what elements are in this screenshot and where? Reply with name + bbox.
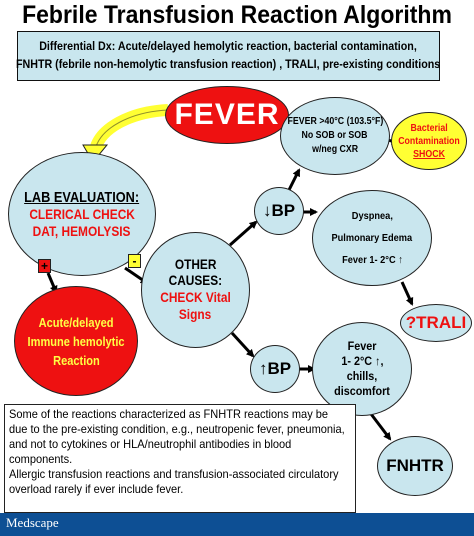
other-to-bpup-arrow	[232, 333, 253, 356]
trali-node: ?TRALI	[400, 304, 472, 342]
mild-fever-line-1: Fever	[347, 339, 377, 353]
mild-fever-node	[312, 322, 412, 416]
hemolytic-reaction-line-2: Immune hemolytic	[27, 333, 125, 349]
other-causes-line-2: CAUSES:	[168, 273, 223, 288]
other-causes-line-3: CHECK Vital	[160, 289, 231, 305]
bp-decrease-node: ↓BP	[254, 187, 304, 235]
lab-evaluation-line-2: DAT, HEMOLYSIS	[33, 222, 131, 239]
bp-increase-node: ↑BP	[250, 345, 300, 393]
positive-result-badge: +	[38, 259, 51, 273]
explanatory-note-box	[4, 404, 356, 513]
footer-bar	[0, 513, 474, 536]
differential-line-2: FNHTR (febrile non-hemolytic transfusion reaction) , TRALI, pre-existing conditions	[16, 59, 441, 71]
dyspnea-to-trali-arrow	[402, 282, 412, 304]
mild-fever-line-2: 1- 2°C ↑,	[340, 354, 384, 368]
bacterial-line-2: Contamination	[398, 135, 460, 147]
fever-node: FEVER	[165, 86, 289, 144]
lab-evaluation-heading: LAB EVALUATION:	[24, 188, 140, 206]
high-fever-node	[280, 97, 390, 175]
other-causes-line-1: OTHER	[174, 257, 217, 272]
high-fever-line-1: FEVER >40°C (103.5°F)	[287, 116, 383, 127]
note-paragraph-2: Allergic transfusion reactions and transfusion-associated circulatory overload rarely if ever include fever.	[9, 467, 339, 496]
fever-to-lab-arrow	[95, 110, 168, 150]
negative-result-badge: -	[128, 254, 141, 268]
high-fever-line-3: w/neg CXR	[312, 144, 358, 155]
medscape-logo: Medscape	[6, 515, 59, 530]
fnhtr-node: FNHTR	[377, 436, 453, 496]
mild-fever-line-4: discomfort	[334, 384, 390, 398]
mild-fever-line-3: chills,	[346, 369, 378, 383]
bpdown-to-fever40-arrow	[289, 170, 299, 190]
bacterial-line-1: Bacterial	[410, 122, 448, 134]
other-causes-line-4: Signs	[179, 306, 212, 322]
note-paragraph-1: Some of the reactions characterized as FNHTR reactions may be due to the pre-existing condition, e.g., neutropenic fever, pneumonia, and not to cytokines or HLA/neutrophil antibodies in blood components.	[9, 407, 345, 466]
dyspnea-node	[312, 190, 432, 286]
bacterial-contamination-node	[391, 112, 467, 170]
differential-line-1: Differential Dx: Acute/delayed hemolytic reaction, bacterial contamination,	[39, 41, 418, 53]
hemolytic-reaction-node	[14, 286, 138, 396]
dyspnea-line-2: Pulmonary Edema	[331, 232, 413, 244]
page-title: Febrile Transfusion Reaction Algorithm	[22, 1, 452, 29]
bacterial-line-3: SHOCK	[413, 148, 445, 160]
other-causes-node	[141, 232, 250, 348]
high-fever-line-2: No SOB or SOB	[301, 130, 368, 141]
dyspnea-line-1: Dyspnea,	[351, 210, 393, 222]
dyspnea-line-3: Fever 1- 2°C ↑	[341, 254, 403, 266]
hemolytic-reaction-line-1: Acute/delayed	[38, 314, 114, 330]
other-to-bpdown-arrow	[230, 222, 256, 245]
hemolytic-reaction-line-3: Reaction	[52, 352, 100, 368]
lab-evaluation-line-1: CLERICAL CHECK	[29, 205, 135, 222]
